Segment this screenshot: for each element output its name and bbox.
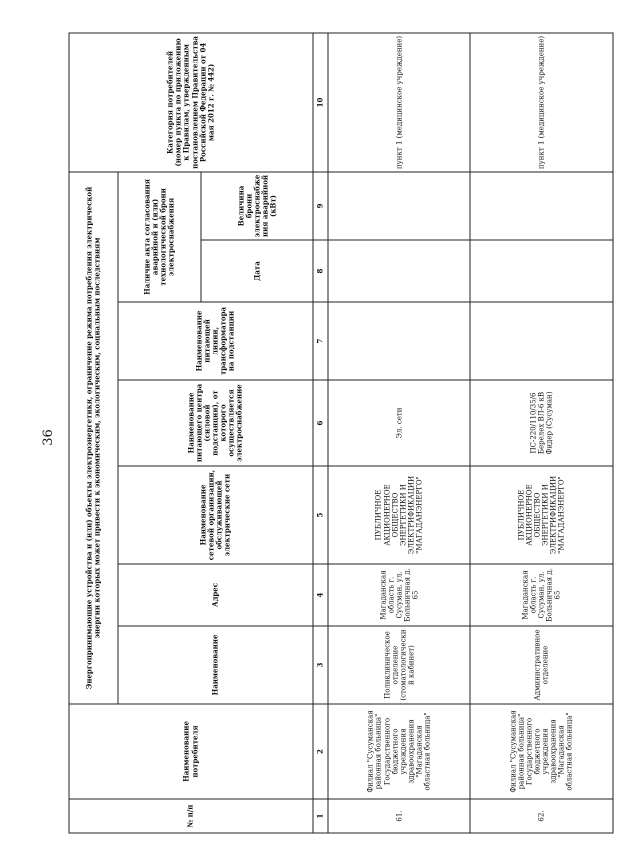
row-date — [470, 240, 613, 302]
col-number: 5 — [313, 466, 328, 564]
row-name: Поликлиническое отделение (стоматологический кабинет) — [328, 626, 471, 704]
header-category: Категория потребителей (номер пункта по приложению к Правилам, утвержденным постановлением Правительства Российской Федерации от 04 мая 2012 г. № 442) — [69, 33, 313, 172]
row-date — [328, 240, 471, 302]
col-number: 1 — [313, 799, 328, 833]
col-number: 8 — [313, 240, 328, 302]
consumers-table — [69, 32, 614, 833]
row-value — [470, 172, 613, 240]
header-org: Наименование сетевой организации, обслуживающей электрические сети — [118, 466, 313, 564]
table-row — [470, 33, 613, 833]
row-org: ПУБЛИЧНОЕ АКЦИОНЕРНОЕ ОБЩЕСТВО ЭНЕРГЕТИКИ И ЭЛЕКТРИФИКАЦИИ "МАГАДАНЭНЕРГО" — [470, 466, 613, 564]
header-address: Адрес — [118, 564, 313, 626]
header-value: Величина брони электроснабжения аварийной (кВт) — [201, 172, 313, 240]
header-center: Наименование питающего центра (силовой подстанции), от которого осуществляется электроснабжение — [118, 380, 313, 466]
header-date: Дата — [201, 240, 313, 302]
col-number: 4 — [313, 564, 328, 626]
col-number: 7 — [313, 302, 328, 380]
row-no: 62. — [470, 799, 613, 833]
col-number: 2 — [313, 704, 328, 799]
row-consumer: Филиал "Сусуманская районная больница" Государственного бюджетного учреждения здравоохранения "Магаданская областная больница" — [470, 704, 613, 799]
row-address: Магаданская область г. Сусуман, ул. Больничная д. 65 — [470, 564, 613, 626]
table-row — [328, 33, 471, 833]
rotated-page — [69, 34, 614, 834]
row-center: Эл. сети — [328, 380, 471, 466]
col-number: 6 — [313, 380, 328, 466]
header-act: Наличие акта согласования аварийной и (или) технологической брони электроснабжения — [118, 172, 201, 302]
header-name: Наименование — [118, 626, 313, 704]
row-line — [328, 302, 471, 380]
page-number: 36 — [40, 429, 56, 446]
header-group: Энергопринимающие устройства и (или) объекты электроэнергетики, ограничение режима потребления электрической энергии которых может привести к экономическим, экологическим, социальным последствиям — [69, 172, 118, 704]
header-consumer: Наименование потребителя — [69, 704, 313, 799]
header-no: № п/п — [69, 799, 313, 833]
row-line — [470, 302, 613, 380]
col-number: 10 — [313, 33, 328, 172]
header-line: Наименование питающей линии, трансформатора на подстанции — [118, 302, 313, 380]
row-center: ПС-220/110/35/6 Берелех ВЛ-6 кВ Фидер (Сусуман) — [470, 380, 613, 466]
row-consumer: Филиал "Сусуманская районная больница" Государственного бюджетного учреждения здравоохранения "Магаданская областная больница" — [328, 704, 471, 799]
col-number: 9 — [313, 172, 328, 240]
row-org: ПУБЛИЧНОЕ АКЦИОНЕРНОЕ ОБЩЕСТВО ЭНЕРГЕТИКИ И ЭЛЕКТРИФИКАЦИИ "МАГАДАНЭНЕРГО" — [328, 466, 471, 564]
row-no: 61. — [328, 799, 471, 833]
row-category: пункт 1 (медицинское учреждение) — [328, 33, 471, 172]
col-number: 3 — [313, 626, 328, 704]
row-name: Административное отделение — [470, 626, 613, 704]
row-value — [328, 172, 471, 240]
row-address: Магаданская область г. Сусуман, ул. Больничная д. 65 — [328, 564, 471, 626]
row-category: пункт 1 (медицинское учреждение) — [470, 33, 613, 172]
